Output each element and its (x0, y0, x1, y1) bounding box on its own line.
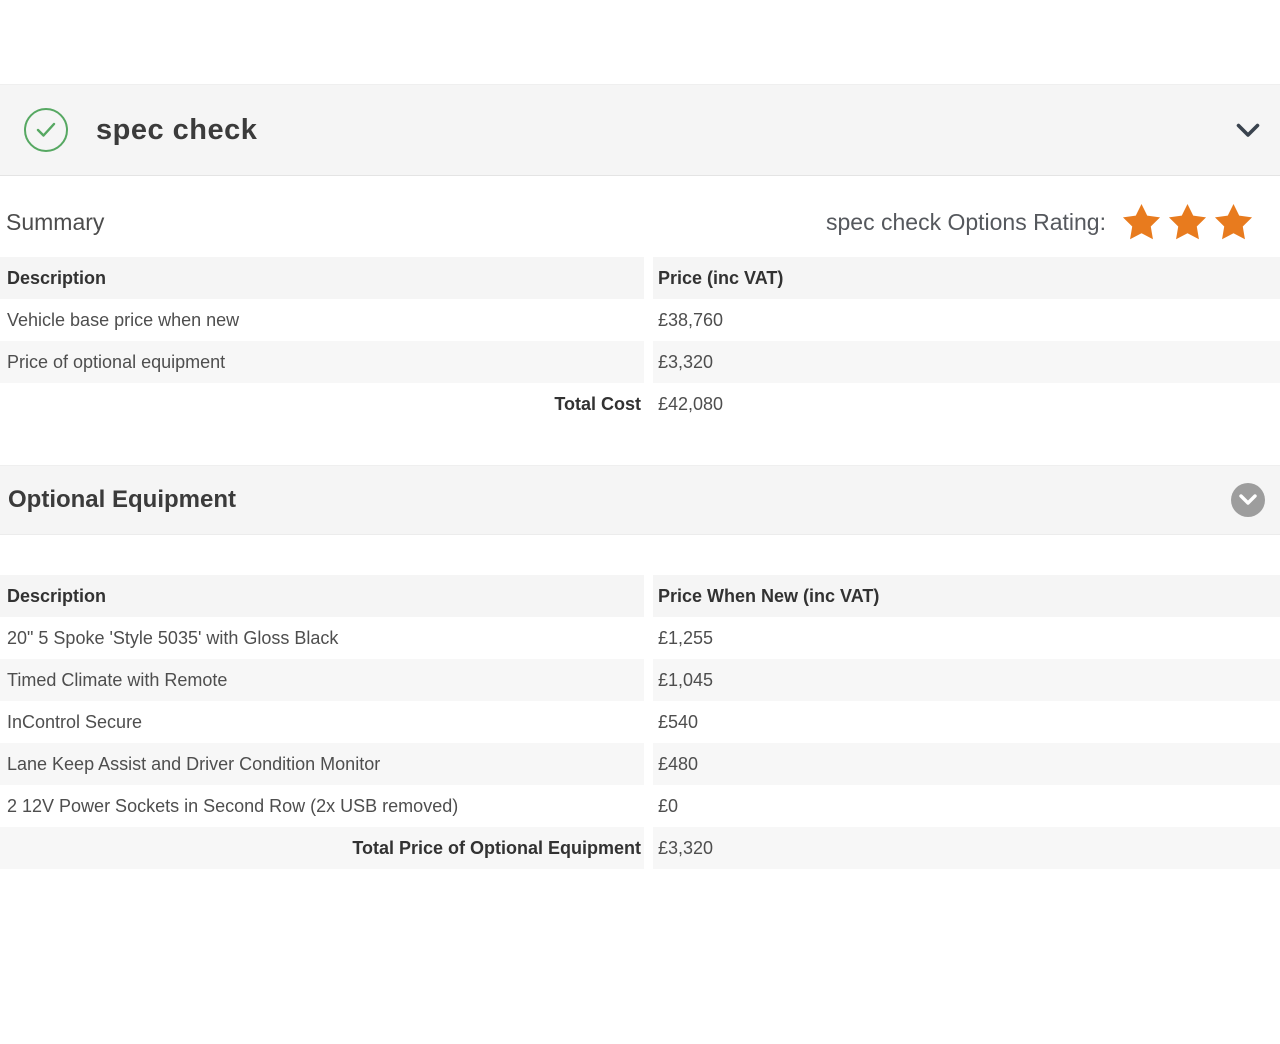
description-cell: Description (0, 575, 644, 617)
options-rating (826, 204, 1253, 241)
check-circle-icon (24, 108, 68, 152)
description-cell: Vehicle base price when new (7, 309, 240, 330)
rating-stars (1122, 204, 1253, 241)
price-cell: £3,320 (653, 341, 1280, 383)
description-cell: Description (0, 257, 644, 299)
description-cell: Total Cost (554, 393, 641, 414)
column-gap (644, 701, 653, 743)
table-header-row (0, 257, 1280, 299)
price-cell: £1,045 (653, 659, 1280, 701)
price-cell: Price (inc VAT) (653, 257, 1280, 299)
optional-equipment-header[interactable] (0, 465, 1280, 535)
column-gap (644, 785, 653, 827)
price-cell: £42,080 (658, 393, 724, 414)
optional-equipment-table (0, 575, 1280, 869)
summary-heading: Summary (6, 208, 105, 235)
table-total-row (0, 383, 1280, 425)
description-cell: Lane Keep Assist and Driver Condition Monitor (0, 743, 644, 785)
rating-label: spec check Options Rating: (826, 208, 1106, 235)
price-cell: £0 (658, 795, 679, 816)
column-gap (644, 659, 653, 701)
column-gap (644, 383, 653, 425)
column-gap (644, 617, 653, 659)
column-gap (644, 341, 653, 383)
table-total-row (0, 827, 1280, 869)
section-title: Optional Equipment (8, 486, 236, 513)
page-title: spec check (96, 113, 258, 146)
star-icon (1214, 204, 1253, 241)
star-icon (1168, 204, 1207, 241)
column-gap (644, 827, 653, 869)
column-gap (644, 299, 653, 341)
chevron-down-icon[interactable] (1236, 123, 1260, 138)
summary-header (0, 206, 1280, 238)
column-gap (644, 575, 653, 617)
table-row (0, 617, 1280, 659)
price-cell: £480 (653, 743, 1280, 785)
table-row (0, 743, 1280, 785)
price-cell: £1,255 (658, 627, 714, 648)
column-gap (644, 257, 653, 299)
price-cell: £38,760 (658, 309, 724, 330)
table-row (0, 341, 1280, 383)
description-cell: 20" 5 Spoke 'Style 5035' with Gloss Black (7, 627, 339, 648)
description-cell: InControl Secure (7, 711, 143, 732)
table-row (0, 701, 1280, 743)
table-header-row (0, 575, 1280, 617)
description-cell: Price of optional equipment (0, 341, 644, 383)
spec-check-header[interactable] (0, 84, 1280, 176)
price-cell: Price When New (inc VAT) (653, 575, 1280, 617)
column-gap (644, 743, 653, 785)
description-cell: Total Price of Optional Equipment (0, 827, 644, 869)
table-row (0, 299, 1280, 341)
star-icon (1122, 204, 1161, 241)
summary-table (0, 257, 1280, 425)
price-cell: £3,320 (653, 827, 1280, 869)
chevron-down-circle-icon[interactable] (1231, 483, 1265, 517)
price-cell: £540 (658, 711, 699, 732)
description-cell: 2 12V Power Sockets in Second Row (2x USB removed) (7, 795, 459, 816)
table-row (0, 785, 1280, 827)
table-row (0, 659, 1280, 701)
description-cell: Timed Climate with Remote (0, 659, 644, 701)
